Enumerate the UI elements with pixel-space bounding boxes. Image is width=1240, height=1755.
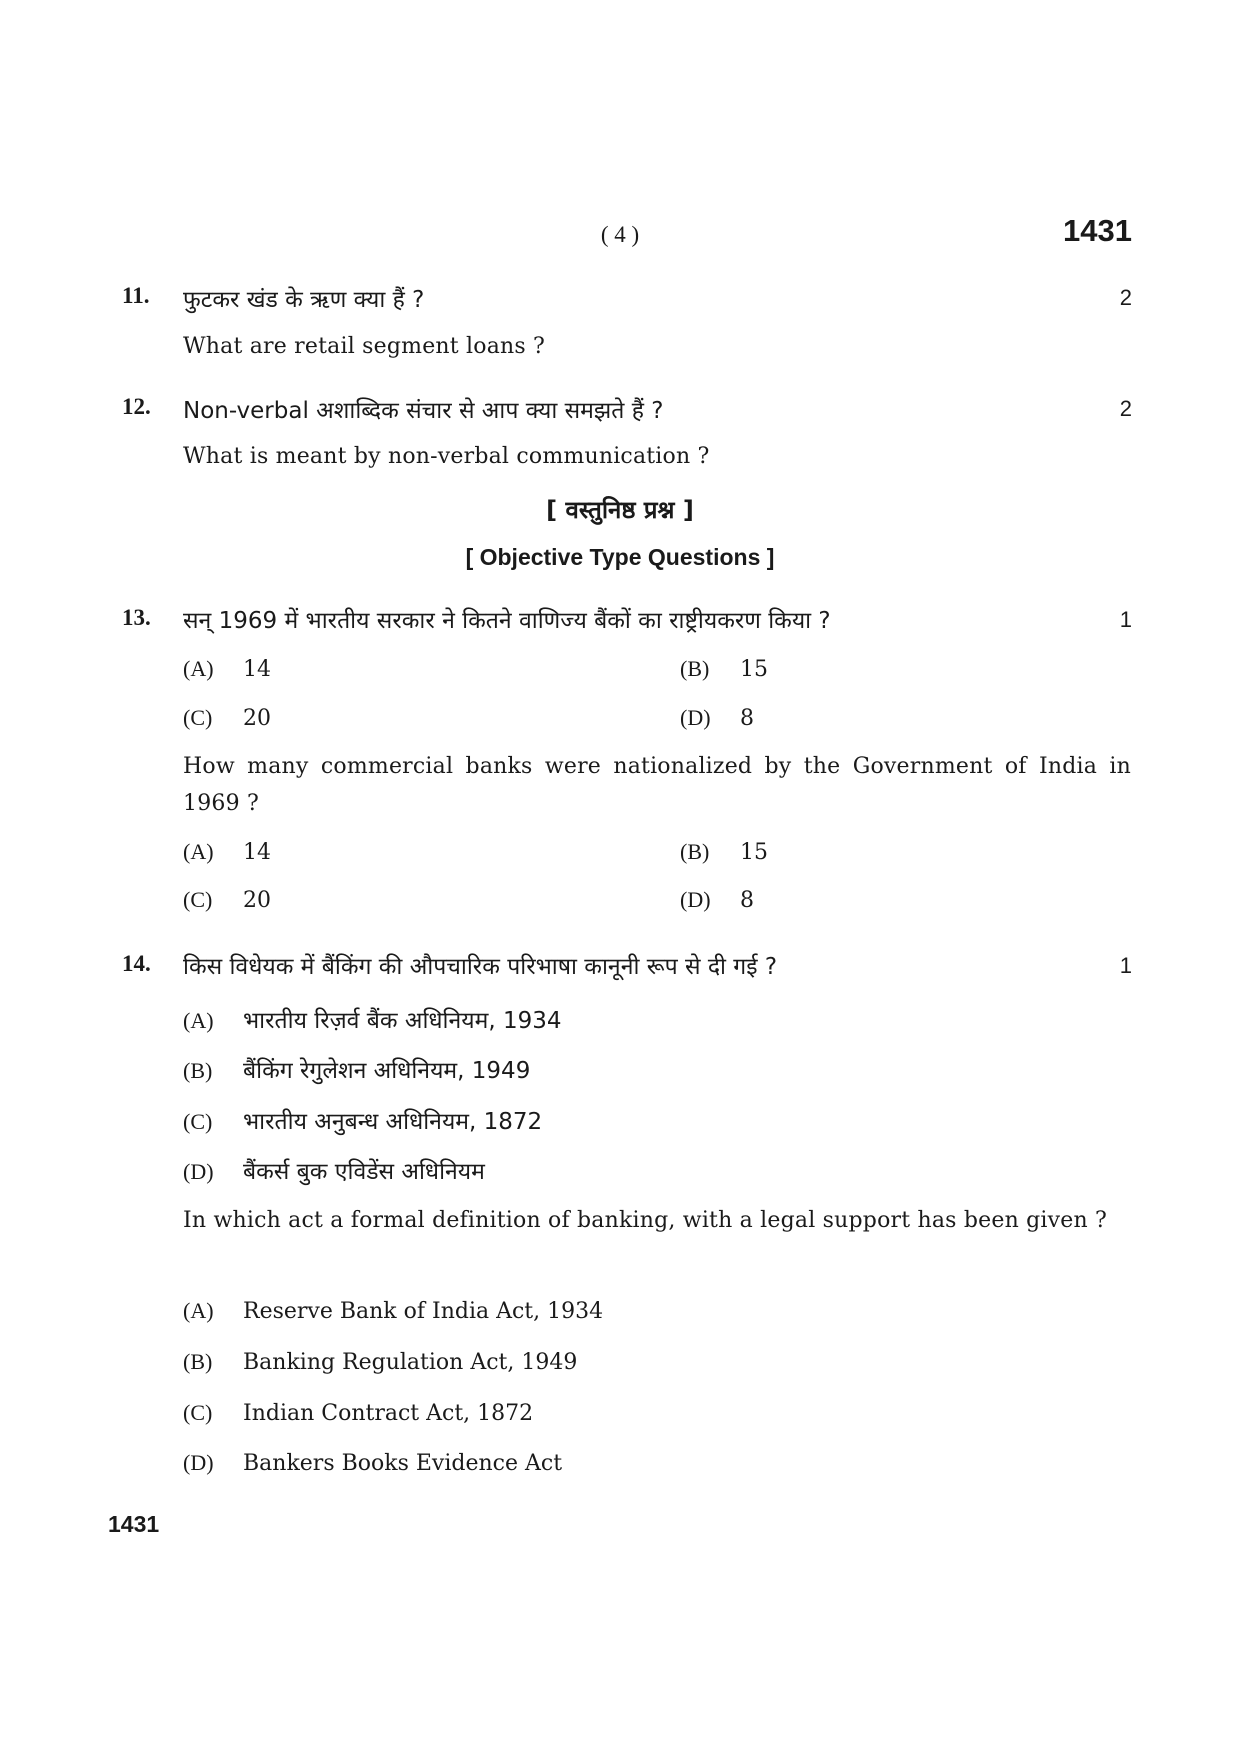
question-14-english: In which act a formal definition of banking, with a legal support has been given ? — [183, 1208, 1108, 1233]
q14-en-option-a: (A) Reserve Bank of India Act, 1934 — [183, 1298, 604, 1324]
section-heading-english: [ Objective Type Questions ] — [465, 544, 775, 570]
q13-hi-option-b: (B) 15 — [680, 656, 768, 682]
question-14-number: 14. — [122, 951, 151, 976]
paper-code-footer: 1431 — [108, 1511, 160, 1537]
q13-en-option-c: (C) 20 — [183, 887, 271, 913]
section-heading-hindi: [ वस्तुनिष्ठ प्रश्न ] — [546, 496, 694, 524]
question-12-marks: 2 — [1119, 396, 1132, 421]
question-14-hindi: किस विधेयक में बैंकिंग की औपचारिक परिभाषा कानूनी रूप से दी गई ? — [183, 954, 778, 980]
question-12-english: What is meant by non-verbal communication ? — [183, 444, 710, 469]
question-12-number: 12. — [122, 394, 151, 419]
q13-en-option-a: (A) 14 — [183, 839, 271, 865]
q13-hi-option-c: (C) 20 — [183, 705, 271, 731]
question-13-marks: 1 — [1119, 607, 1132, 632]
question-12-hindi: Non-verbal अशाब्दिक संचार से आप क्या समझते हैं ? — [183, 398, 664, 424]
paper-code-header: 1431 — [1063, 213, 1132, 248]
q14-hi-option-a: (A) भारतीय रिज़र्व बैंक अधिनियम, 1934 — [183, 1008, 562, 1034]
q14-hi-option-d: (D) बैंकर्स बुक एविडेंस अधिनियम — [183, 1159, 485, 1185]
question-13-hindi: सन् 1969 में भारतीय सरकार ने कितने वाणिज्य बैंकों का राष्ट्रीयकरण किया ? — [183, 608, 831, 634]
q14-en-option-d: (D) Bankers Books Evidence Act — [183, 1450, 563, 1476]
question-14-marks: 1 — [1119, 953, 1132, 978]
q14-en-option-c: (C) Indian Contract Act, 1872 — [183, 1400, 534, 1426]
q13-en-option-d: (D) 8 — [680, 887, 754, 913]
q13-hi-option-d: (D) 8 — [680, 705, 754, 731]
question-11-hindi: फुटकर खंड के ऋण क्या हैं ? — [183, 287, 425, 313]
question-13-english: How many commercial banks were nationalized by the Government of India in 1969 ? — [183, 754, 1131, 816]
question-13-number: 13. — [122, 605, 151, 630]
question-11-number: 11. — [122, 283, 150, 308]
q14-en-option-b: (B) Banking Regulation Act, 1949 — [183, 1349, 578, 1375]
q13-hi-option-a: (A) 14 — [183, 656, 271, 682]
q13-en-option-b: (B) 15 — [680, 839, 768, 865]
q14-hi-option-b: (B) बैंकिंग रेगुलेशन अधिनियम, 1949 — [183, 1058, 531, 1084]
question-11-marks: 2 — [1119, 285, 1132, 310]
page-number: ( 4 ) — [600, 222, 640, 247]
question-11-english: What are retail segment loans ? — [183, 334, 546, 359]
q14-hi-option-c: (C) भारतीय अनुबन्ध अधिनियम, 1872 — [183, 1109, 543, 1135]
